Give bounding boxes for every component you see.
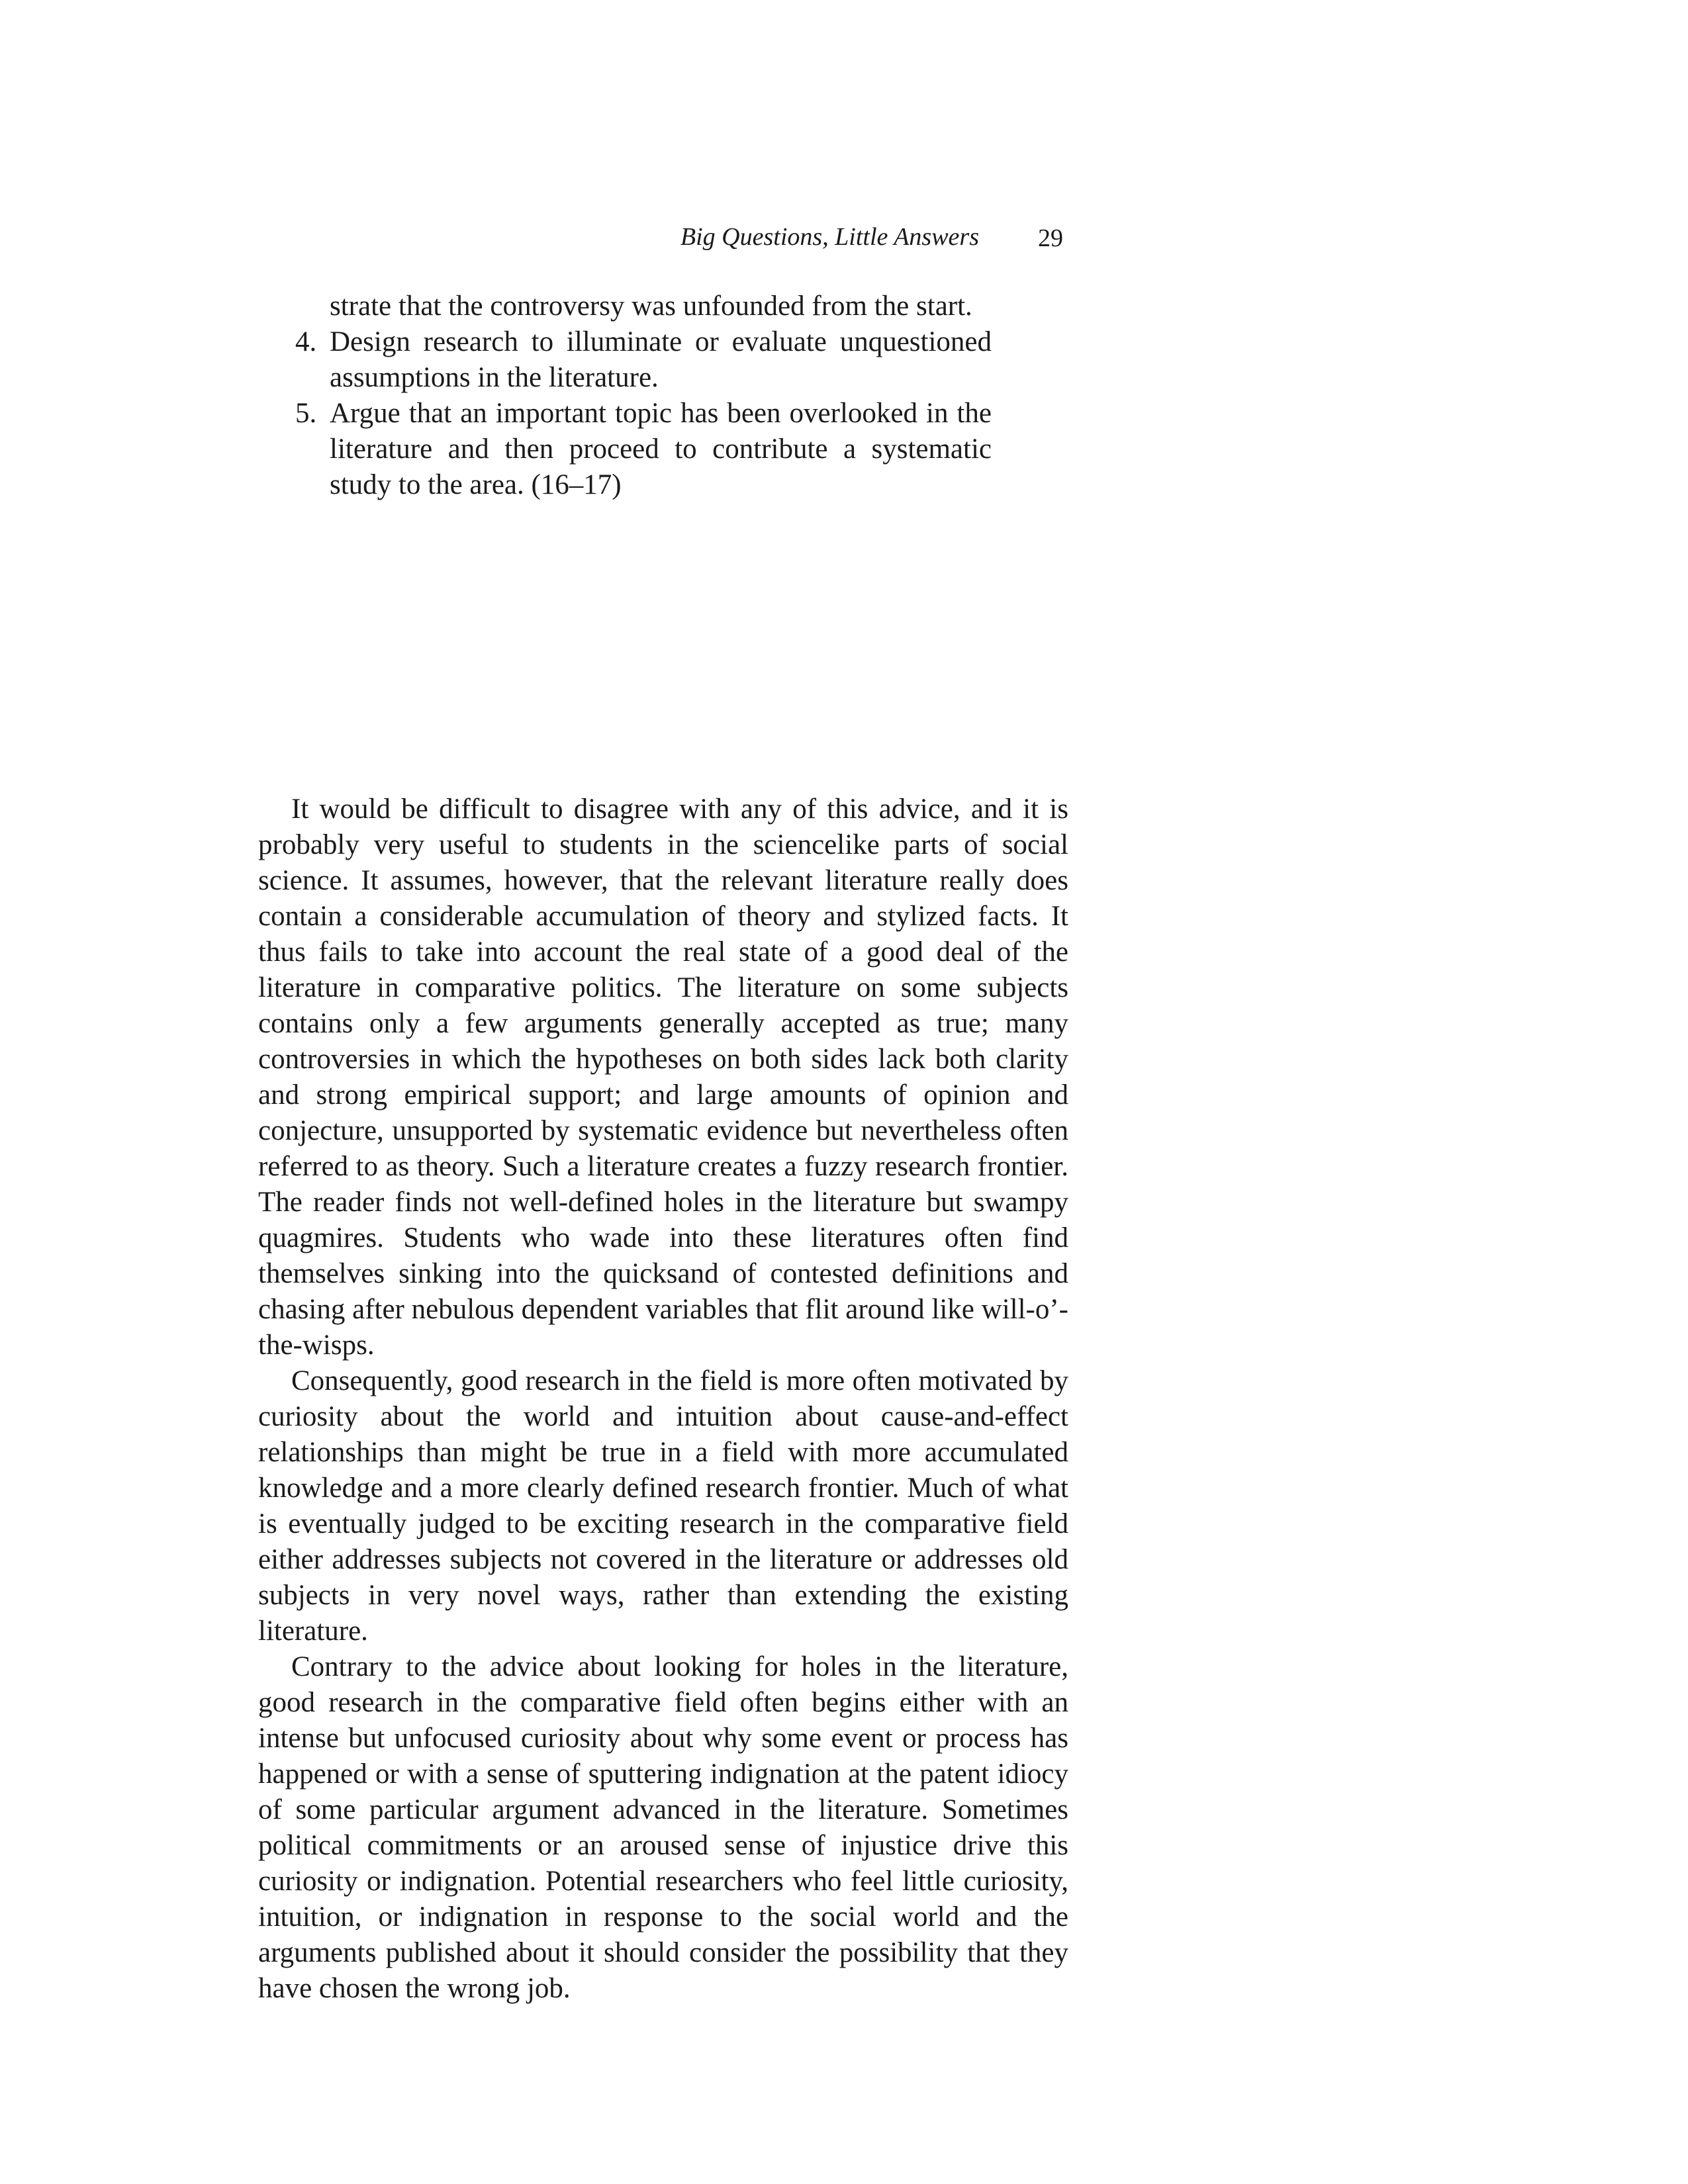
running-title: Big Questions, Little Answers [680,223,979,251]
paragraph: It would be difficult to disagree with any of this advice, and it is probably very useful to students in the sciencelike parts of social science. It assumes, however, that the relevant literature really does contain a considerable accumulation of theory and stylized facts. It thus fails to take into account the real state of a good deal of the literature in comparative politics. The literature on some subjects contains only a few arguments generally accepted as true; many controversies in which the hypotheses on both sides lack both clarity and strong empirical support; and large amounts of opinion and conjecture, unsupported by systematic evidence but nevertheless often referred to as theory. Such a literature creates a fuzzy research frontier. The reader finds not well-defined holes in the literature but swampy quagmires. Students who wade into these literatures often find themselves sinking into the quicksand of contested definitions and chasing after nebulous dependent variables that flit around like will-o’-the-wisps. [258,794,1068,1361]
list-item [258,289,992,324]
page-number: 29 [1038,224,1063,252]
list-item-text: Design research to illuminate or evaluate unquestioned assumptions in the literature. [330,326,992,393]
paragraph: Contrary to the advice about looking for holes in the literature, good research in the comparative field often begins either with an intense but unfocused curiosity about why some event or process has happened or with a sense of sputtering indignation at the patent idiocy of some particular argument advanced in the literature. Sometimes political commitments or an aroused sense of injustice drive this curiosity or indignation. Potential researchers who feel little curiosity, intuition, or indignation in response to the social world and the arguments published about it should consider the possibility that they have chosen the wrong job. [258,1651,1068,2004]
list-item-number: 4. [295,326,317,357]
running-head [258,218,1068,258]
list-item-number: 5. [295,398,317,429]
numbered-list [258,289,1068,503]
paragraph: Consequently, good research in the field is more often motivated by curiosity about the world and intuition about cause-and-effect relationships than might be true in a field with more accumulated knowledge and a more clearly defined research frontier. Much of what is eventually judged to be exciting research in the comparative field either addresses subjects not covered in the literature or addresses old subjects in very novel ways, rather than extending the existing literature. [258,1365,1068,1647]
list-item [258,324,992,396]
list-item-text: strate that the controversy was unfounded from the start. [330,291,972,322]
list-item [258,396,992,503]
list-item-text: Argue that an important topic has been overlooked in the literature and then proceed to contribute a systematic study to the area. (16–17) [330,398,992,500]
body-text [258,792,1068,2007]
